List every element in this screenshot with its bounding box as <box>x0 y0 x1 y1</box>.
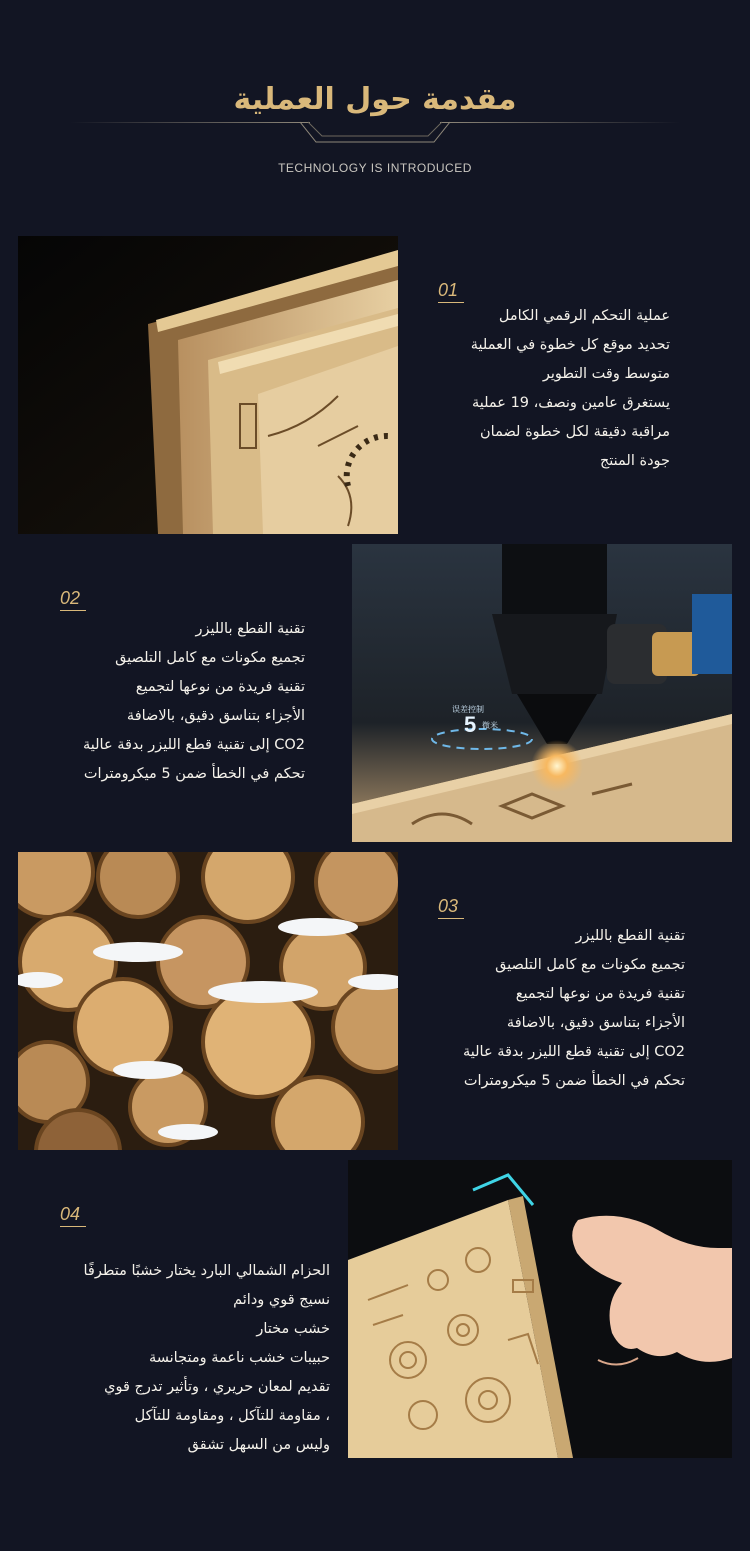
title-chevron-ornament <box>300 116 450 148</box>
section-line: عملية التحكم الرقمي الكامل <box>498 308 670 324</box>
section-number-02: 02 <box>60 588 81 608</box>
section-line: حبيبات خشب ناعمة ومتجانسة <box>148 1350 330 1366</box>
section-line: يستغرق عامين ونصف، 19 عملية <box>471 395 670 411</box>
section-line: تجميع مكونات مع كامل التلصيق <box>115 650 305 666</box>
snow-covered-logs-photo <box>18 852 398 1150</box>
section-line: نسيج قوي ودائم <box>233 1292 330 1308</box>
page-subtitle: TECHNOLOGY IS INTRODUCED <box>278 161 472 175</box>
tolerance-overlay-label: 误差控制 <box>452 705 484 714</box>
section-line: CO2 إلى تقنية قطع الليزر بدقة عالية <box>462 1044 685 1060</box>
section-line: تحكم في الخطأ ضمن 5 ميكرومترات <box>83 766 305 782</box>
section-line: متوسط وقت التطوير <box>542 366 670 382</box>
section-line: وليس من السهل تشقق <box>187 1437 330 1453</box>
section-line: تقنية القطع بالليزر <box>195 621 305 637</box>
page-header <box>0 0 750 200</box>
laser-cutter-head-photo <box>352 544 732 842</box>
section-line: الحزام الشمالي البارد يختار خشبًا متطرفًا <box>83 1263 330 1279</box>
section-line: تجميع مكونات مع كامل التلصيق <box>495 957 685 973</box>
section-line: خشب مختار <box>256 1321 330 1337</box>
section-number-04: 04 <box>60 1204 81 1224</box>
section-line: الأجزاء بتناسق دقيق، بالاضافة <box>506 1015 685 1031</box>
laser-cut-wood-sheets-photo <box>18 236 398 534</box>
section-line: تحديد موقع كل خطوة في العملية <box>470 337 670 353</box>
section-number-01: 01 <box>438 280 459 300</box>
section-text-03 <box>420 922 685 1096</box>
section-number-03: 03 <box>438 896 459 916</box>
section-line: تقنية فريدة من نوعها لتجميع <box>135 679 305 695</box>
section-text-02 <box>40 615 305 789</box>
section-line: الأجزاء بتناسق دقيق، بالاضافة <box>126 708 305 724</box>
section-line: تقديم لمعان حريري ، وتأثير تدرج قوي <box>104 1379 330 1395</box>
section-line: ، مقاومة للتآكل ، ومقاومة للتآكل <box>134 1408 330 1424</box>
section-line: تقنية القطع بالليزر <box>575 928 685 944</box>
section-line: جودة المنتج <box>599 453 670 469</box>
section-text-04 <box>30 1257 330 1460</box>
page-title: مقدمة حول العملية <box>233 82 517 117</box>
tolerance-overlay-value: 5 <box>464 712 477 737</box>
section-line: CO2 إلى تقنية قطع الليزر بدقة عالية <box>82 737 305 753</box>
finger-touching-wood-panel-photo <box>348 1160 732 1458</box>
section-line: تحكم في الخطأ ضمن 5 ميكرومترات <box>463 1073 685 1089</box>
section-text-01 <box>420 302 670 476</box>
title-divider-right <box>440 122 680 123</box>
section-line: تقنية فريدة من نوعها لتجميع <box>515 986 685 1002</box>
tolerance-overlay-unit: 微米 <box>482 721 498 730</box>
section-line: مراقبة دقيقة لكل خطوة لضمان <box>480 424 670 440</box>
title-divider-left <box>70 122 310 123</box>
